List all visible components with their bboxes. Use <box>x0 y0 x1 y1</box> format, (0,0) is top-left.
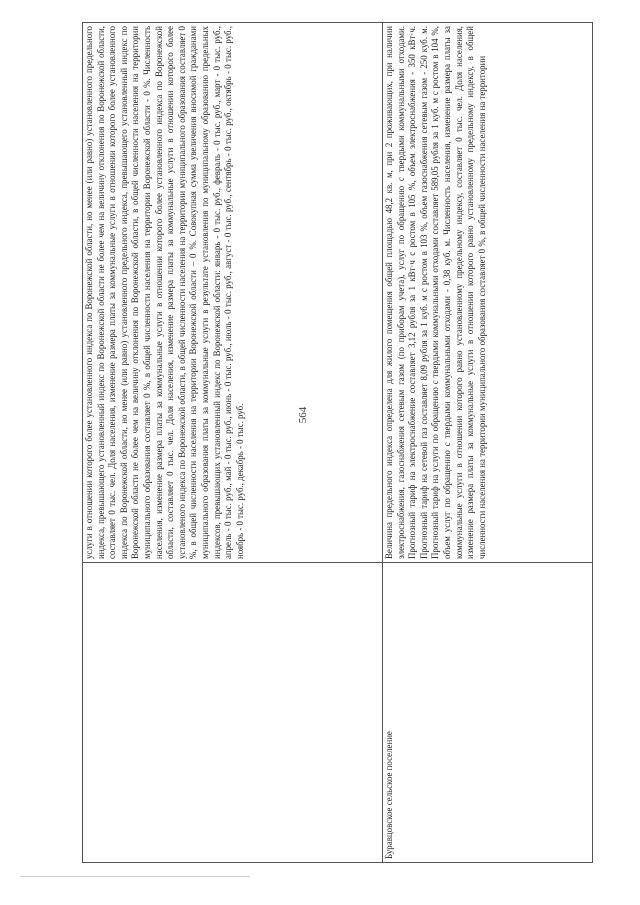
document-table-wrapper <box>82 23 592 863</box>
description-cell: Величина предельного индекса определена для жилого помещения общей площадью 48,2 кв. м, при 2 проживающих, при наличии электроснабжения, газоснабжения сетевым газом (по приборам учета), услуг по обращению с твердыми коммунальными отходами. Прогнозный тариф на электроснабжение составляет 3,12 рубля за 1 кВт·ч с ростом в 105 %, объем электроснабжения - 350 кВт·ч. Прогнозный тариф на сетевой газ составляет 8,09 рубля за 1 куб. м с ростом в 103 %, объем газоснабжения сетевым газом - 250 куб. м. Прогнозный тариф на услуги по обращению с твердыми коммунальными отходами составляет 589,05 рубля за 1 куб. м с ростом в 104 %, объем услуг по обращению с твердыми коммунальными отходами - 0,38 куб. м. Численность населения, изменение размера платы за коммунальные услуги в отношении которого равно установленному предельному индексу, составляет 0 тыс. чел. Доля населения, изменение размера платы за коммунальные услуги в отношении которого равно установленному предельному индексу, в общей численности населения на территории муниципального образования составляет 0 %, в общей численности населения на территории <box>383 23 593 563</box>
document-table <box>82 22 593 863</box>
scan-edge-line <box>20 876 250 877</box>
page-number: 564 <box>297 406 309 424</box>
description-cell: услуги в отношении которого более установленного индекса по Воронежской области, но менее (или равно) установленного предельного индекса, превышающего установленный индекс по Воронежской области не более чем на величину отклонения по Воронежской области, составляет 0 тыс. чел. Доля населения, изменение размера платы за коммунальные услуги в отношении которого более установленного индекса по Воронежской области, но менее (или равно) установленного предельного индекса, превышающего установленный индекс по Воронежской области не более чем на величину отклонения по Воронежской области, в общей численности населения на территории муниципального образования составляет 0 %, в общей численности населения на территории Воронежской области - 0 %. Численность населения, изменение размера платы за коммунальные услуги в отношении которого более установленного индекса по Воронежской области, составляет 0 тыс. чел. Доля населения, изменение размера платы за коммунальные услуги в отношении которого более установленого индекса по Воронежской области, в общей численности населения на территории муниципального образования составляет 0 %, в общей численности населения на территории Воронежской области – 0 %. Совокупная сумма увеличения вносимой гражданами муниципального образования платы за коммунальные услуги в результате установления по муниципальному образованию предельных индексов, превышающих установленный индекс по Воронежской области: январь - 0 тыс. руб., февраль - 0 тыс. руб., март - 0 тыс. руб., апрель - 0 тыс. руб., май - 0 тыс. руб., июнь - 0 тыс. руб., июль - 0 тыс. руб., август - 0 тыс. руб., сентябрь - 0 тыс. руб., октябрь - 0 тыс. руб., ноябрь - 0 тыс. руб., декабрь - 0 тыс. руб. <box>83 23 383 563</box>
table-row <box>383 23 593 863</box>
municipality-cell <box>83 563 383 863</box>
table-row <box>83 23 383 863</box>
municipality-cell: Буравцовское сельское поселение <box>383 563 593 863</box>
